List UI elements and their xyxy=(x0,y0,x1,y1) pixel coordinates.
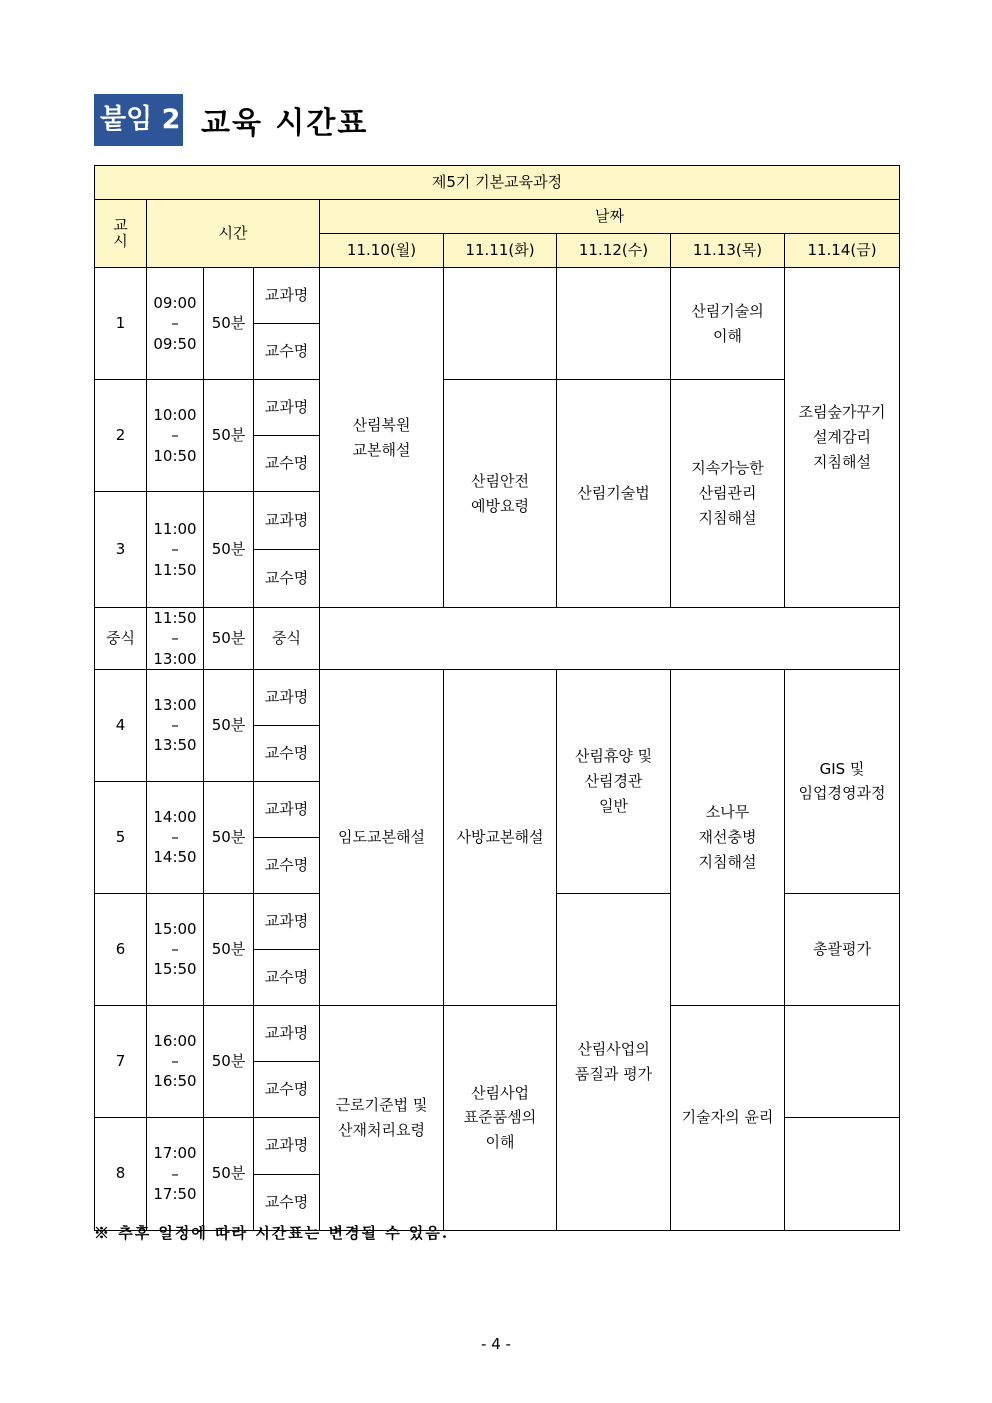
time-range: 17:00 – 17:50 xyxy=(147,1117,204,1230)
page-number: - 4 - xyxy=(481,1335,511,1353)
course-cell: 조림숲가꾸기 설계감리 지침해설 xyxy=(785,268,900,608)
duration: 50분 xyxy=(204,1117,254,1230)
course-cell: 산림사업의 품질과 평가 xyxy=(557,893,671,1230)
schedule-table xyxy=(94,165,900,1231)
page-title: 교육 시간표 xyxy=(201,106,369,141)
day-header: 11.13(목) xyxy=(671,234,785,268)
period-number: 6 xyxy=(95,893,147,1005)
time-range: 14:00 – 14:50 xyxy=(147,781,204,893)
duration: 50분 xyxy=(204,268,254,380)
course-cell: GIS 및 임업경영과정 xyxy=(785,669,900,893)
instructor-label: 교수명 xyxy=(254,436,320,492)
duration: 50분 xyxy=(204,1005,254,1117)
duration: 50분 xyxy=(204,608,254,670)
period-number: 4 xyxy=(95,669,147,781)
time-range: 11:50 – 13:00 xyxy=(147,608,204,670)
empty-cell xyxy=(444,268,557,380)
period-number: 8 xyxy=(95,1117,147,1230)
course-cell: 산림복원 교본해설 xyxy=(320,268,444,608)
title-block xyxy=(94,94,368,146)
course-cell: 소나무 재선충병 지침해설 xyxy=(671,669,785,1005)
subject-label: 교과명 xyxy=(254,492,320,550)
subject-label: 교과명 xyxy=(254,1005,320,1061)
time-header: 시간 xyxy=(147,200,320,268)
course-cell: 근로기준법 및 산재처리요령 xyxy=(320,1005,444,1230)
period-number: 5 xyxy=(95,781,147,893)
time-range: 16:00 – 16:50 xyxy=(147,1005,204,1117)
course-cell: 지속가능한 산림관리 지침해설 xyxy=(671,380,785,608)
period-number: 3 xyxy=(95,492,147,608)
course-cell: 산림사업 표준품셈의 이해 xyxy=(444,1005,557,1230)
empty-cell xyxy=(557,268,671,380)
duration: 50분 xyxy=(204,669,254,781)
duration: 50분 xyxy=(204,781,254,893)
course-cell: 임도교본해설 xyxy=(320,669,444,1005)
duration: 50분 xyxy=(204,380,254,492)
lunch-desc: 중식 xyxy=(254,608,320,670)
period-number: 2 xyxy=(95,380,147,492)
date-header: 날짜 xyxy=(320,200,900,234)
period-number: 1 xyxy=(95,268,147,380)
course-cell: 사방교본해설 xyxy=(444,669,557,1005)
day-header: 11.14(금) xyxy=(785,234,900,268)
subject-label: 교과명 xyxy=(254,380,320,436)
period-number: 7 xyxy=(95,1005,147,1117)
instructor-label: 교수명 xyxy=(254,550,320,608)
course-title: 제5기 기본교육과정 xyxy=(95,166,900,200)
period-header-text: 교 시 xyxy=(113,215,128,250)
subject-label: 교과명 xyxy=(254,268,320,324)
subject-label: 교과명 xyxy=(254,669,320,725)
subject-label: 교과명 xyxy=(254,781,320,837)
instructor-label: 교수명 xyxy=(254,837,320,893)
day-header: 11.10(월) xyxy=(320,234,444,268)
time-range: 10:00 – 10:50 xyxy=(147,380,204,492)
lunch-label: 중식 xyxy=(95,608,147,670)
course-cell: 산림안전 예방요령 xyxy=(444,380,557,608)
time-range: 13:00 – 13:50 xyxy=(147,669,204,781)
time-range: 15:00 – 15:50 xyxy=(147,893,204,1005)
time-range: 11:00 – 11:50 xyxy=(147,492,204,608)
day-header: 11.11(화) xyxy=(444,234,557,268)
attachment-badge: 붙임 2 xyxy=(94,94,183,146)
instructor-label: 교수명 xyxy=(254,1061,320,1117)
course-cell: 총괄평가 xyxy=(785,893,900,1005)
course-cell: 산림기술의 이해 xyxy=(671,268,785,380)
instructor-label: 교수명 xyxy=(254,949,320,1005)
course-cell: 산림기술법 xyxy=(557,380,671,608)
period-header xyxy=(95,200,147,268)
lunch-span xyxy=(320,608,900,670)
instructor-label: 교수명 xyxy=(254,324,320,380)
day-header: 11.12(수) xyxy=(557,234,671,268)
empty-cell xyxy=(785,1005,900,1117)
duration: 50분 xyxy=(204,893,254,1005)
empty-cell xyxy=(785,1117,900,1230)
course-cell: 산림휴양 및 산림경관 일반 xyxy=(557,669,671,893)
footnote: ※ 추후 일정에 따라 시간표는 변경될 수 있음. xyxy=(94,1224,450,1242)
course-cell: 기술자의 윤리 xyxy=(671,1005,785,1230)
subject-label: 교과명 xyxy=(254,893,320,949)
duration: 50분 xyxy=(204,492,254,608)
subject-label: 교과명 xyxy=(254,1117,320,1174)
instructor-label: 교수명 xyxy=(254,1174,320,1230)
instructor-label: 교수명 xyxy=(254,725,320,781)
time-range: 09:00 – 09:50 xyxy=(147,268,204,380)
